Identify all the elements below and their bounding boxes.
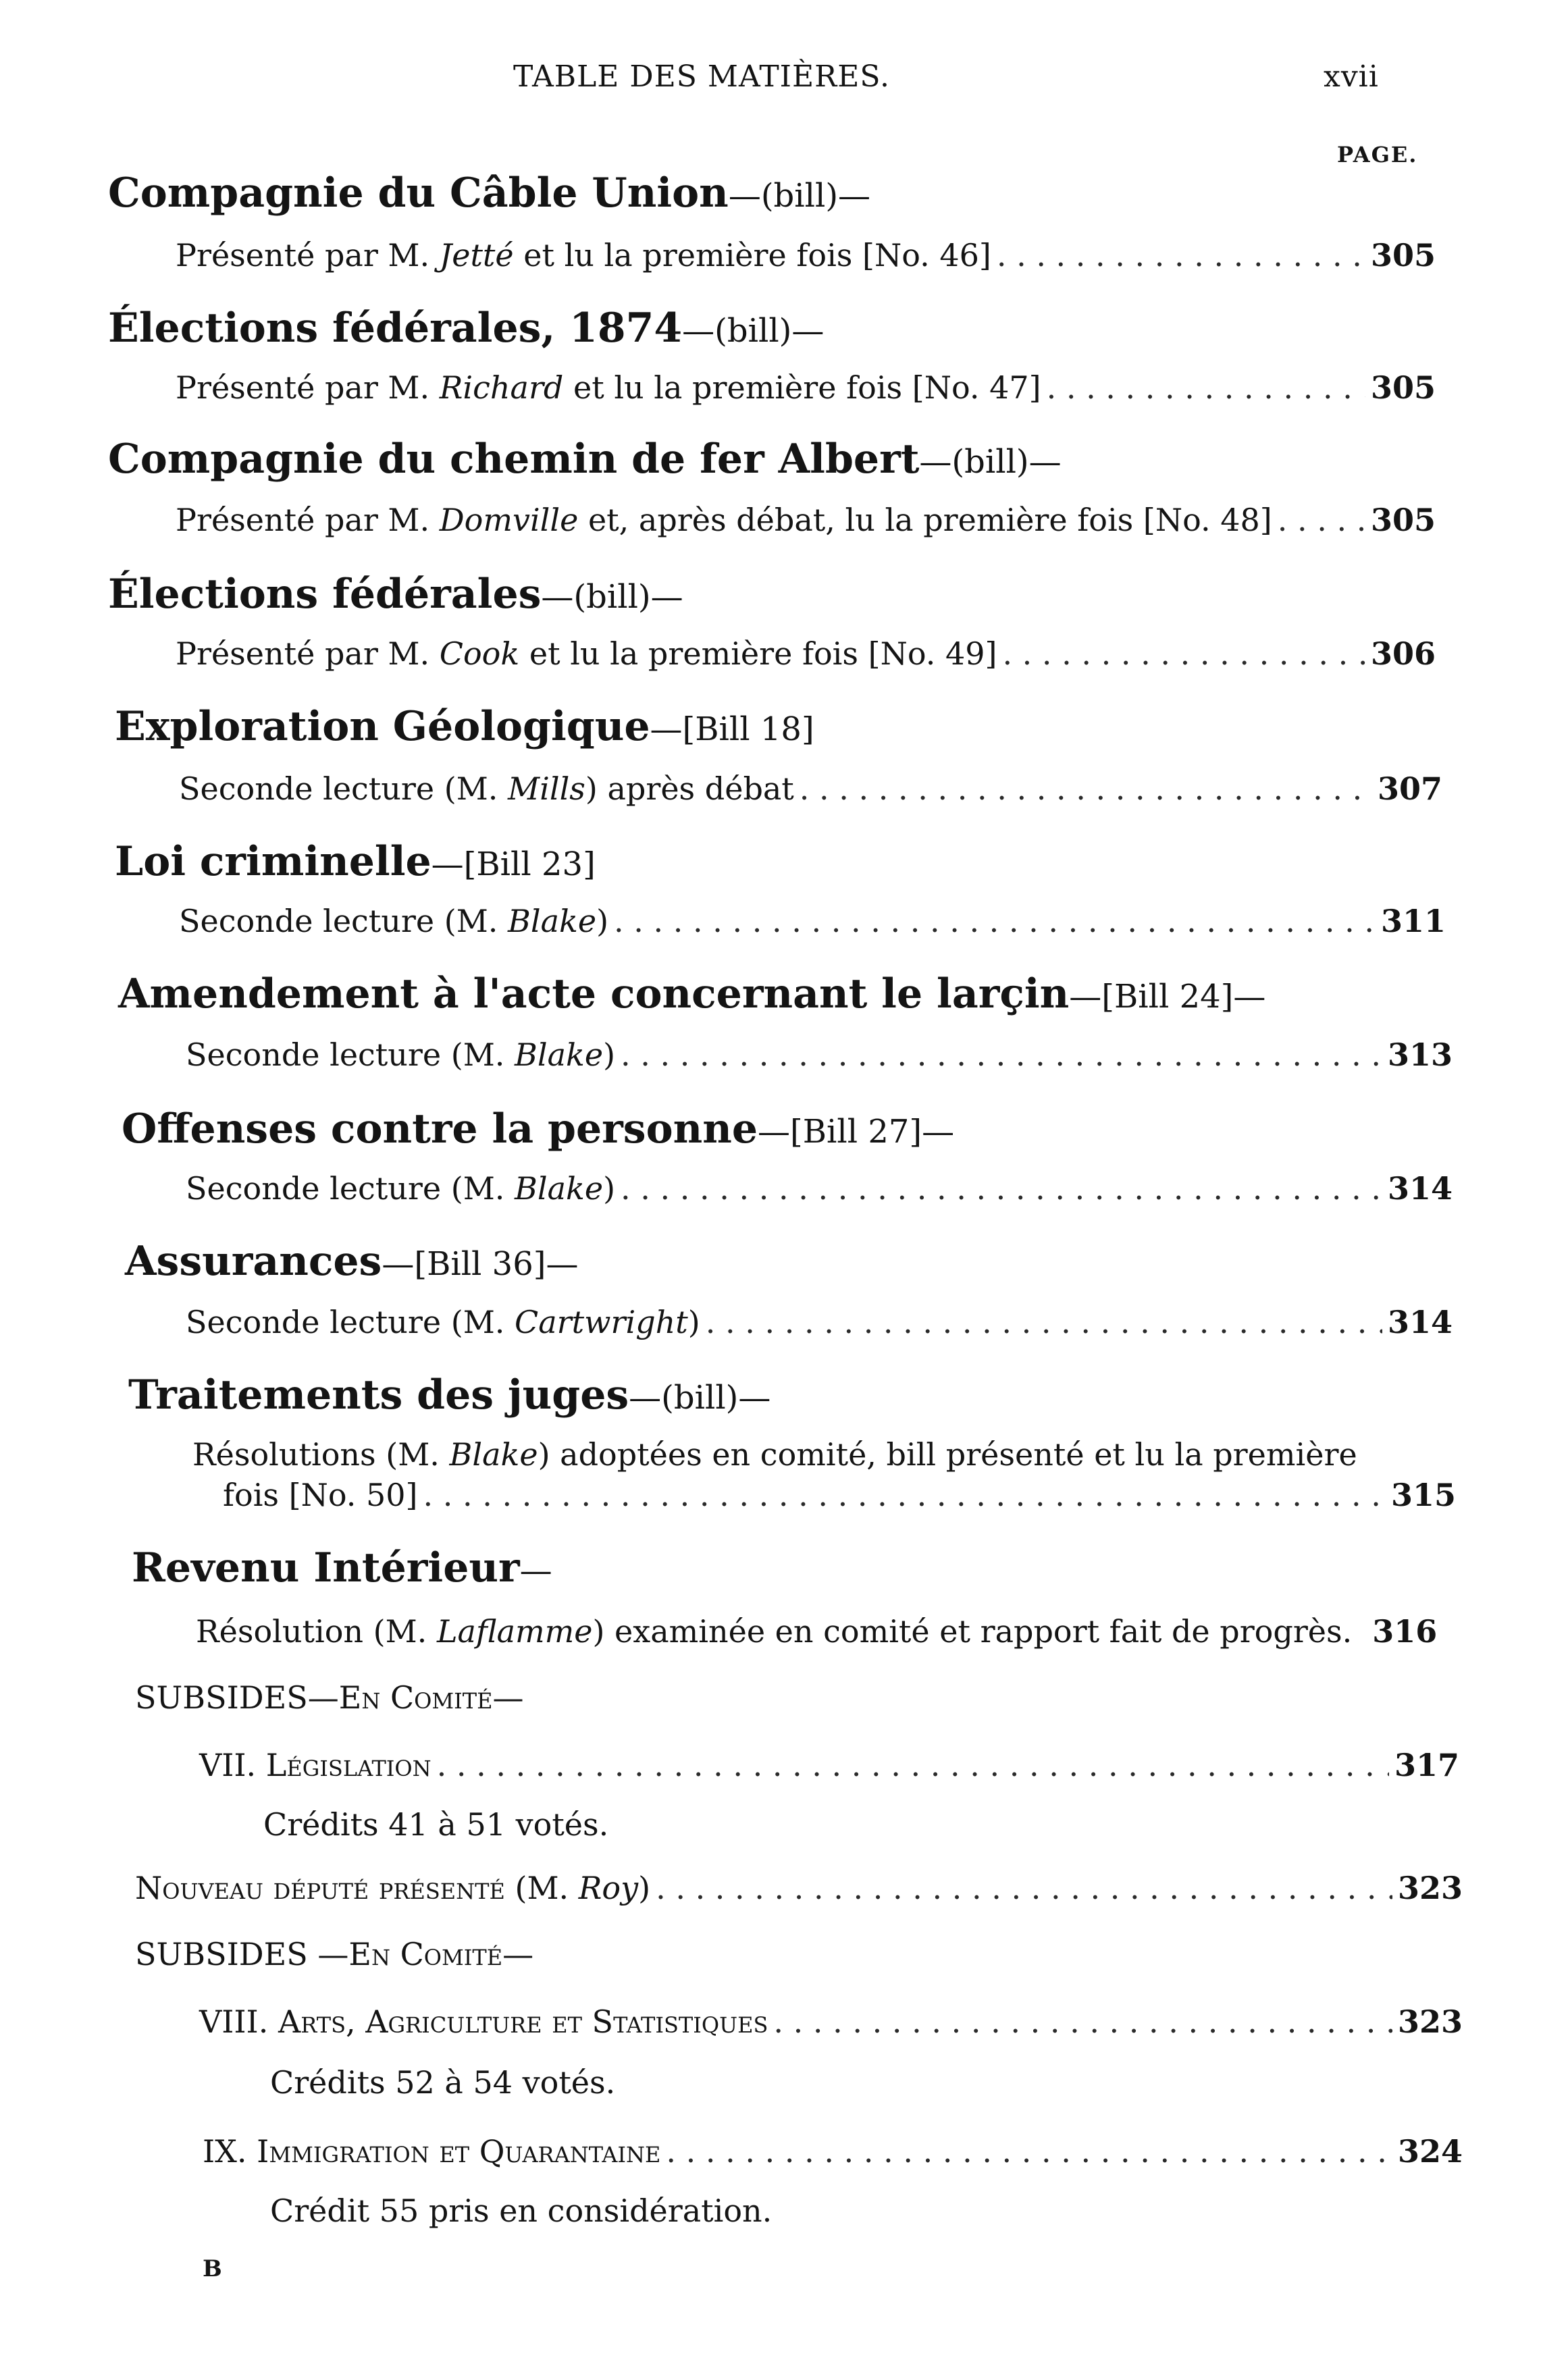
entry-heading: Élections fédérales—(bill)— xyxy=(108,571,683,618)
entry-heading: Compagnie du Câble Union—(bill)— xyxy=(108,169,871,217)
page-number: 317 xyxy=(1394,1747,1460,1783)
page-number: 315 xyxy=(1391,1477,1457,1513)
entry-line: Résolution (M. Laflamme) examinée en comité et rapport fait de progrès. 316 xyxy=(196,1613,1438,1650)
page-folio: xvii xyxy=(1324,59,1379,94)
entry-line: Seconde lecture (M. Blake) . . . 313 xyxy=(186,1036,1448,1074)
page-number: 307 xyxy=(1378,770,1443,807)
page-number: 313 xyxy=(1388,1037,1453,1073)
page-number: 314 xyxy=(1388,1170,1453,1207)
nouveau-depute-line: Nouveau député présenté (M. Roy) . . . 323 xyxy=(135,1869,1459,1907)
entry-line: Seconde lecture (M. Cartwright) . . . 314 xyxy=(186,1303,1448,1341)
section-label: SUBSIDES —En Comité— xyxy=(135,1936,534,1972)
entry-line: VIII. Arts, Agriculture et Statistiques . . . 323 xyxy=(199,2003,1459,2041)
section-label: SUBSIDES—En Comité— xyxy=(135,1679,524,1716)
entry-line: Présenté par M. Jetté et lu la première fois [No. 46] . . . 305 xyxy=(176,236,1432,274)
entry-heading: Amendement à l'acte concernant le larçin—[Bill 24]— xyxy=(118,970,1266,1018)
page-number: 316 xyxy=(1372,1613,1438,1650)
page-number: 323 xyxy=(1398,1870,1463,1906)
entry-line: Résolutions (M. Blake) adoptées en comité, bill présenté et lu la première xyxy=(192,1436,1357,1473)
note: Crédit 55 pris en considération. xyxy=(270,2193,773,2229)
leader-dots xyxy=(773,2003,1392,2041)
note: Crédits 41 à 51 votés. xyxy=(263,1806,609,1843)
page-number: 311 xyxy=(1381,903,1446,939)
page-number: 324 xyxy=(1398,2133,1463,2170)
running-title: TABLE DES MATIÈRES. xyxy=(513,59,890,94)
entry-line: Seconde lecture (M. Blake) . . . 311 xyxy=(179,902,1442,940)
page-number: 314 xyxy=(1388,1304,1453,1340)
entry-line: Présenté par M. Cook et lu la première fois [No. 49] . . . 306 xyxy=(176,635,1432,673)
entry-heading: Exploration Géologique—[Bill 18] xyxy=(115,703,814,750)
leader-dots xyxy=(1002,635,1365,673)
entry-heading: Assurances—[Bill 36]— xyxy=(125,1238,579,1285)
leader-dots xyxy=(1278,501,1365,539)
entry-line: IX. Immigration et Quarantaine . . . 324 xyxy=(203,2132,1459,2170)
leader-dots xyxy=(621,1036,1382,1074)
leader-dots xyxy=(666,2132,1392,2170)
entry-line-continued: fois [No. 50] . . . 315 xyxy=(223,1476,1452,1514)
page-number: 323 xyxy=(1398,2003,1463,2040)
entry-heading: Compagnie du chemin de fer Albert—(bill)— xyxy=(108,436,1062,483)
entry-line: VII. Législation . . . 317 xyxy=(199,1746,1455,1784)
entry-heading: Traitements des juges—(bill)— xyxy=(128,1371,771,1419)
entry-line: Présenté par M. Domville et, après débat, lu la première fois [No. 48] . . . 305 xyxy=(176,501,1432,539)
leader-dots xyxy=(800,770,1372,808)
entry-line: Présenté par M. Richard et lu la première fois [No. 47] . . . 305 xyxy=(176,369,1432,407)
leader-dots xyxy=(621,1170,1382,1207)
page-number: 305 xyxy=(1371,369,1436,406)
signature-mark: B xyxy=(203,2255,222,2282)
entry-heading: Revenu Intérieur— xyxy=(132,1544,552,1592)
leader-dots xyxy=(614,902,1376,940)
leader-dots xyxy=(437,1746,1389,1784)
leader-dots xyxy=(423,1476,1386,1514)
entry-heading: Élections fédérales, 1874—(bill)— xyxy=(108,305,825,352)
entry-line: Seconde lecture (M. Blake) . . . 314 xyxy=(186,1170,1448,1207)
page-number: 305 xyxy=(1371,237,1436,273)
note: Crédits 52 à 54 votés. xyxy=(270,2064,616,2101)
page-column-label: PAGE. xyxy=(1337,142,1418,167)
entry-heading: Offenses contre la personne—[Bill 27]— xyxy=(122,1105,955,1153)
leader-dots xyxy=(1047,369,1365,407)
leader-dots xyxy=(997,236,1365,274)
entry-heading: Loi criminelle—[Bill 23] xyxy=(115,838,596,885)
entry-line: Seconde lecture (M. Mills) après débat . . . 307 xyxy=(179,770,1438,808)
page-number: 306 xyxy=(1371,635,1436,672)
leader-dots xyxy=(706,1303,1382,1341)
leader-dots xyxy=(656,1869,1392,1907)
page-number: 305 xyxy=(1371,502,1436,538)
